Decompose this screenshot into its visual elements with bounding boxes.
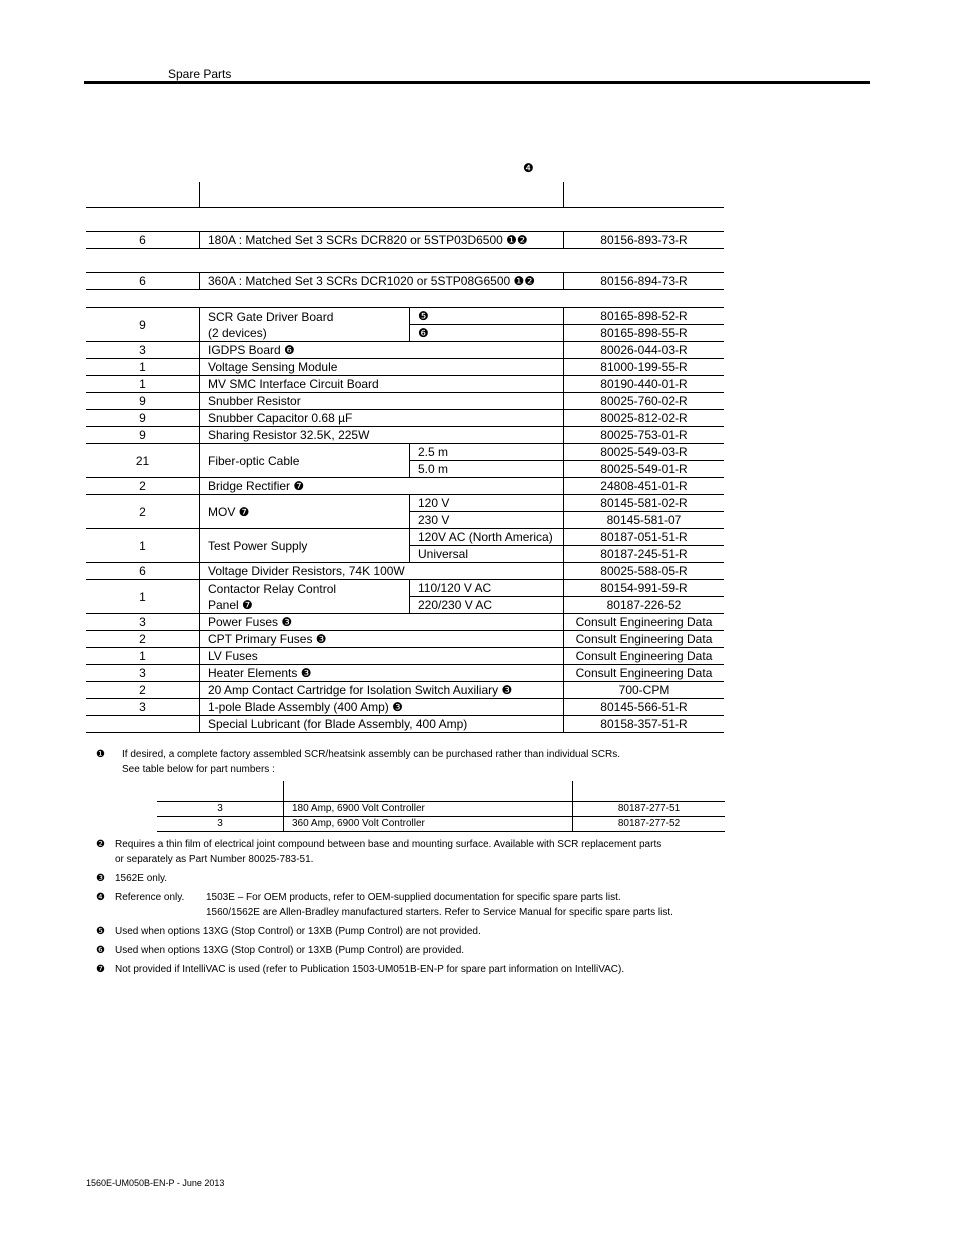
quantity-cell: 1 <box>86 359 200 376</box>
scr-assembly-table <box>157 781 725 832</box>
quantity-cell: 9 <box>86 308 200 342</box>
description-cell: SCR Gate Driver Board (2 devices) <box>200 308 410 342</box>
header-rule <box>84 81 870 84</box>
table-spacer-row <box>86 290 724 308</box>
table-row <box>157 802 725 817</box>
description-cell: MV SMC Interface Circuit Board <box>200 376 564 393</box>
description-cell: 360 Amp, 6900 Volt Controller <box>284 817 573 832</box>
description-cell: LV Fuses <box>200 648 564 665</box>
quantity-cell: 9 <box>86 427 200 444</box>
table-row <box>86 631 724 648</box>
table-row <box>86 495 724 512</box>
table-row <box>86 273 724 290</box>
table-row <box>86 393 724 410</box>
part-number-cell: 80025-549-03-R <box>564 444 725 461</box>
part-number-cell: 80187-051-51-R <box>564 529 725 546</box>
description-cell: Fiber-optic Cable <box>200 444 410 478</box>
spacer-cell <box>86 290 724 308</box>
footnote-3: ❸ 1562E only. <box>96 873 168 884</box>
table-spacer-row <box>86 249 724 273</box>
part-number-cell: 80145-581-02-R <box>564 495 725 512</box>
description-cell: Snubber Resistor <box>200 393 564 410</box>
quantity-cell: 9 <box>86 393 200 410</box>
footnote-2: ❷ Requires a thin film of electrical joint compound between base and mounting surface. Available with SCR replacement parts or separately as Part Number 80025-783-51. <box>96 839 662 865</box>
quantity-cell: 2 <box>86 682 200 699</box>
part-number-cell: Consult Engineering Data <box>564 631 725 648</box>
description-cell: Sharing Resistor 32.5K, 225W <box>200 427 564 444</box>
table-row <box>86 308 724 325</box>
footnote-5: ❺ Used when options 13XG (Stop Control) or 13XB (Pump Control) are not provided. <box>96 926 481 937</box>
part-number-cell: Consult Engineering Data <box>564 648 725 665</box>
table-row <box>86 232 724 249</box>
quantity-cell: 3 <box>86 614 200 631</box>
quantity-cell: 6 <box>86 232 200 249</box>
description-cell: 360A : Matched Set 3 SCRs DCR1020 or 5STP08G6500 ❶❷ <box>200 273 564 290</box>
part-number-cell: 80025-812-02-R <box>564 410 725 427</box>
description-cell: 20 Amp Contact Cartridge for Isolation Switch Auxiliary ❸ <box>200 682 564 699</box>
description-cell: Heater Elements ❸ <box>200 665 564 682</box>
part-number-cell: 80158-357-51-R <box>564 716 725 733</box>
footnote-6: ❻ Used when options 13XG (Stop Control) or 13XB (Pump Control) are provided. <box>96 945 465 956</box>
part-number-cell: 80156-894-73-R <box>564 273 725 290</box>
description-cell: Snubber Capacitor 0.68 µF <box>200 410 564 427</box>
table-header-row <box>86 182 724 208</box>
publication-footer: 1560E-UM050B-EN-P - June 2013 <box>86 1178 225 1188</box>
quantity-cell: 1 <box>86 529 200 563</box>
description-cell: Voltage Divider Resistors, 74K 100W <box>200 563 564 580</box>
quantity-cell: 6 <box>86 273 200 290</box>
option-cell: ❻ <box>410 325 564 342</box>
part-number-cell: 80025-753-01-R <box>564 427 725 444</box>
option-cell: 120V AC (North America) <box>410 529 564 546</box>
description-cell: MOV ❼ <box>200 495 410 529</box>
table-row <box>86 716 724 733</box>
option-cell: ❺ <box>410 308 564 325</box>
quantity-cell: 2 <box>86 495 200 529</box>
part-number-cell: Consult Engineering Data <box>564 614 725 631</box>
table-spacer-row <box>86 208 724 232</box>
table-row <box>86 580 724 597</box>
part-number-cell: 80190-440-01-R <box>564 376 725 393</box>
table-row <box>86 444 724 461</box>
option-cell: Universal <box>410 546 564 563</box>
spacer-cell <box>86 249 724 273</box>
quantity-cell: 3 <box>86 699 200 716</box>
part-number-cell: 24808-451-01-R <box>564 478 725 495</box>
table-row <box>86 614 724 631</box>
table-row <box>86 563 724 580</box>
part-number-cell: 80025-588-05-R <box>564 563 725 580</box>
footnote-4: ❹ Reference only. 1503E – For OEM products, refer to OEM-supplied documentation for specific spare parts list. 1560/1562E are Allen-Bradley manufactured starters. Refer to Service Manual for specific spare parts list. <box>96 892 673 918</box>
part-number-cell: 80154-991-59-R <box>564 580 725 597</box>
part-number-cell: 700-CPM <box>564 682 725 699</box>
table-row <box>157 817 725 832</box>
description-cell: Test Power Supply <box>200 529 410 563</box>
part-number-cell: 80187-277-51 <box>573 802 726 817</box>
option-cell: 120 V <box>410 495 564 512</box>
quantity-cell: 3 <box>157 817 284 832</box>
option-cell: 220/230 V AC <box>410 597 564 614</box>
quantity-cell: 2 <box>86 478 200 495</box>
table-row <box>86 376 724 393</box>
part-number-cell: 80187-245-51-R <box>564 546 725 563</box>
part-number-cell: 80156-893-73-R <box>564 232 725 249</box>
description-cell: Special Lubricant (for Blade Assembly, 400 Amp) <box>200 716 564 733</box>
part-number-cell: Consult Engineering Data <box>564 665 725 682</box>
table-row <box>86 427 724 444</box>
option-cell: 230 V <box>410 512 564 529</box>
table-row <box>86 342 724 359</box>
quantity-cell: 2 <box>86 631 200 648</box>
footnote-7: ❼ Not provided if IntelliVAC is used (refer to Publication 1503-UM051B-EN-P for spare part information on IntelliVAC). <box>96 964 625 975</box>
description-cell: Contactor Relay Control Panel ❼ <box>200 580 410 614</box>
reference-marker: ❹ <box>523 161 534 175</box>
quantity-cell: 9 <box>86 410 200 427</box>
quantity-cell <box>86 716 200 733</box>
description-cell: Bridge Rectifier ❼ <box>200 478 564 495</box>
description-cell: IGDPS Board ❻ <box>200 342 564 359</box>
part-number-cell: 80165-898-55-R <box>564 325 725 342</box>
option-cell: 110/120 V AC <box>410 580 564 597</box>
description-cell: 1-pole Blade Assembly (400 Amp) ❸ <box>200 699 564 716</box>
option-cell: 5.0 m <box>410 461 564 478</box>
spare-parts-table <box>86 182 724 733</box>
description-cell: Voltage Sensing Module <box>200 359 564 376</box>
description-cell: Power Fuses ❸ <box>200 614 564 631</box>
quantity-cell: 3 <box>86 342 200 359</box>
quantity-cell: 3 <box>157 802 284 817</box>
description-cell: CPT Primary Fuses ❸ <box>200 631 564 648</box>
description-cell: 180 Amp, 6900 Volt Controller <box>284 802 573 817</box>
part-number-cell: 80165-898-52-R <box>564 308 725 325</box>
table-row <box>86 699 724 716</box>
part-number-cell: 80145-581-07 <box>564 512 725 529</box>
table-row <box>86 665 724 682</box>
running-header: Spare Parts <box>168 67 232 81</box>
quantity-cell: 1 <box>86 648 200 665</box>
quantity-cell: 3 <box>86 665 200 682</box>
table-row <box>86 682 724 699</box>
table-row <box>86 359 724 376</box>
table-row <box>86 648 724 665</box>
part-number-cell: 80187-226-52 <box>564 597 725 614</box>
part-number-cell: 80187-277-52 <box>573 817 726 832</box>
option-cell: 2.5 m <box>410 444 564 461</box>
quantity-cell: 1 <box>86 376 200 393</box>
part-number-cell: 81000-199-55-R <box>564 359 725 376</box>
table-row <box>86 529 724 546</box>
table-header-row <box>157 781 725 802</box>
table-row <box>86 410 724 427</box>
part-number-cell: 80025-760-02-R <box>564 393 725 410</box>
part-number-cell: 80026-044-03-R <box>564 342 725 359</box>
quantity-cell: 6 <box>86 563 200 580</box>
part-number-cell: 80145-566-51-R <box>564 699 725 716</box>
quantity-cell: 1 <box>86 580 200 614</box>
quantity-cell: 21 <box>86 444 200 478</box>
part-number-cell: 80025-549-01-R <box>564 461 725 478</box>
spacer-cell <box>86 208 724 232</box>
table-row <box>86 478 724 495</box>
description-cell: 180A : Matched Set 3 SCRs DCR820 or 5STP03D6500 ❶❷ <box>200 232 564 249</box>
